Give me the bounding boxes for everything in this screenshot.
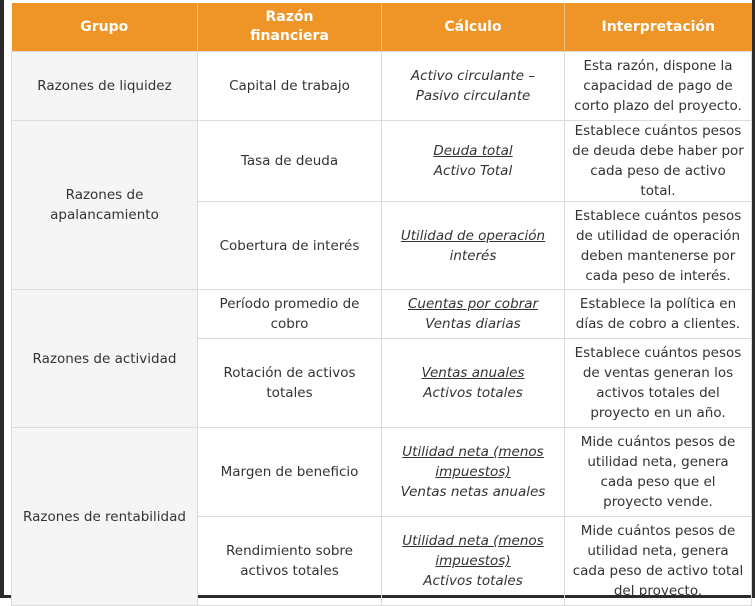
calculo-cell [382, 290, 565, 339]
interp-cell: Establece cuántos pesos de utilidad de operación deben mantenerse por cada peso de interés. [565, 202, 752, 290]
group-cell-actividad: Razones de actividad [12, 290, 198, 428]
razon-cell: Tasa de deuda [198, 121, 382, 202]
razon-cell: Rotación de activos totales [198, 339, 382, 428]
calc-denominator: interés [449, 247, 497, 264]
header-razon [198, 3, 382, 52]
calculo-cell [382, 121, 565, 202]
table-row [12, 121, 752, 202]
header-razon-line2: financiera [250, 28, 329, 44]
calc-denominator: Ventas diarias [425, 316, 521, 332]
table-row [12, 428, 752, 517]
razon-cell: Capital de trabajo [198, 52, 382, 121]
razon-cell: Cobertura de interés [198, 202, 382, 290]
interp-cell: Establece cuántos pesos de ventas generan los activos totales del proyecto en un año. [565, 339, 752, 428]
calculo-cell [382, 202, 565, 290]
header-row [12, 3, 752, 52]
table-row [12, 52, 752, 121]
financial-ratios-table [11, 3, 752, 606]
group-cell-apalancamiento: Razones de apalancamiento [12, 121, 198, 290]
calculo-cell [382, 517, 565, 606]
calc-denominator: Activos totales [423, 385, 523, 401]
calc-numerator: Cuentas por cobrar [407, 296, 539, 312]
interp-cell: Esta razón, dispone la capacidad de pago de corto plazo del proyecto. [565, 52, 752, 121]
razon-cell: Margen de beneficio [198, 428, 382, 517]
razon-cell: Rendimiento sobre activos totales [198, 517, 382, 606]
header-razon-line1: Razón [265, 9, 314, 25]
calc-numerator: Ventas anuales [421, 365, 525, 381]
calculo-cell [382, 339, 565, 428]
group-cell-liquidez: Razones de liquidez [12, 52, 198, 121]
group-cell-rentabilidad: Razones de rentabilidad [12, 428, 198, 606]
calc-denominator: Ventas netas anuales [400, 484, 546, 500]
calc-denominator: Activo Total [433, 163, 513, 179]
razon-cell: Período promedio de cobro [198, 290, 382, 339]
calc-formula: Activo circulante – Pasivo circulante [410, 68, 536, 104]
table-row [12, 290, 752, 339]
interp-cell: Mide cuántos pesos de utilidad neta, genera cada peso que el proyecto vende. [565, 428, 752, 517]
calculo-cell [382, 52, 565, 121]
calc-numerator: Utilidad neta (menos impuestos) [402, 533, 544, 569]
interp-cell: Mide cuántos pesos de utilidad neta, genera cada peso de activo total del proyecto. [565, 517, 752, 606]
header-interpretacion: Interpretación [565, 3, 752, 52]
calculo-cell [382, 428, 565, 517]
calc-numerator: Utilidad de operación [400, 227, 546, 244]
calc-denominator: Activos totales [423, 573, 523, 589]
calc-numerator: Deuda total [433, 143, 513, 159]
interp-cell: Establece cuántos pesos de deuda debe haber por cada peso de activo total. [565, 121, 752, 202]
calc-numerator: Utilidad neta (menos impuestos) [402, 444, 544, 480]
interp-cell: Establece la política en días de cobro a clientes. [565, 290, 752, 339]
header-grupo: Grupo [12, 3, 198, 52]
header-calculo: Cálculo [382, 3, 565, 52]
